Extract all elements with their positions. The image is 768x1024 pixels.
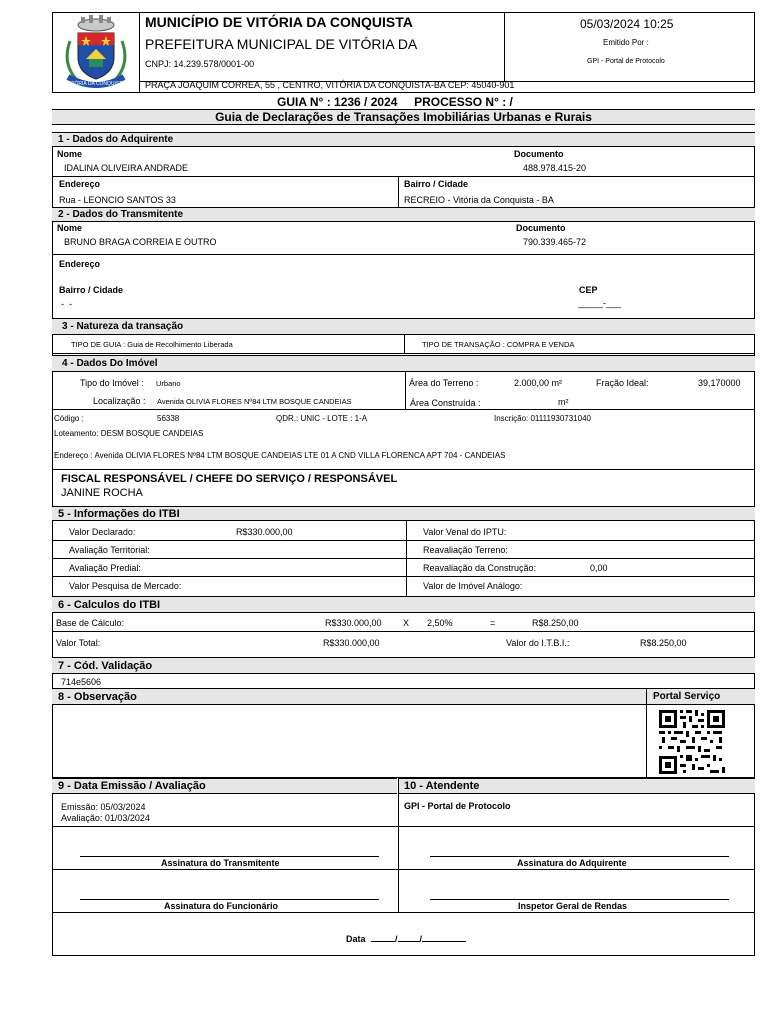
guide-type: TIPO DE GUIA : Guia de Recolhimento Liberada bbox=[71, 340, 233, 349]
property-registration: Inscrição: 01111930731040 bbox=[494, 414, 591, 423]
property-location-label: Localização : bbox=[93, 396, 146, 406]
declared-value: R$330.000,00 bbox=[236, 527, 293, 537]
acquirer-district: RECREIO - Vitória da Conquista - BA bbox=[404, 195, 554, 205]
attendant-title: 10 - Atendente bbox=[404, 780, 480, 792]
transmitter-name-label: Nome bbox=[57, 223, 83, 233]
emitted-by-label: Emitido Por : bbox=[603, 38, 649, 47]
construction-reval-label: Reavaliação da Construção: bbox=[423, 563, 537, 573]
divider bbox=[52, 540, 755, 541]
calc-result: R$8.250,00 bbox=[532, 618, 579, 628]
acquirer-signature-label: Assinatura do Adquirente bbox=[517, 858, 627, 868]
land-reval-label: Reavaliação Terreno: bbox=[423, 545, 508, 555]
property-location: Avenida OLIVIA FLORES Nº84 LTM BOSQUE CANDEIAS bbox=[157, 397, 352, 406]
municipality-coat-of-arms-logo bbox=[56, 13, 136, 91]
divider bbox=[52, 353, 755, 354]
acquirer-doc-label: Documento bbox=[514, 149, 564, 159]
signature-line bbox=[80, 856, 379, 857]
logo-ribbon-text: VITÓRIA DA CONQUISTA bbox=[66, 81, 126, 87]
building-eval-label: Avaliação Predial: bbox=[69, 563, 141, 573]
total-value: R$330.000,00 bbox=[323, 638, 380, 648]
calc-base-label: Base de Cálculo: bbox=[56, 618, 125, 628]
divider bbox=[52, 469, 755, 470]
calc-equals: = bbox=[490, 618, 496, 628]
ideal-fraction: 39,170000 bbox=[698, 378, 741, 388]
property-code-label: Código : bbox=[54, 414, 84, 423]
divider bbox=[52, 254, 755, 255]
analog-value-label: Valor de Imóvel Análogo: bbox=[423, 581, 523, 591]
transmitter-name: BRUNO BRAGA CORREIA E OUTRO bbox=[64, 237, 217, 247]
date-month-blank bbox=[398, 941, 420, 942]
transmitter-doc: 790.339.465-72 bbox=[523, 237, 587, 247]
date-field: Data / / bbox=[346, 934, 466, 944]
divider bbox=[52, 576, 755, 577]
date-day-blank bbox=[371, 941, 395, 942]
acquirer-name: IDALINA OLIVEIRA ANDRADE bbox=[64, 163, 189, 173]
divider bbox=[52, 558, 755, 559]
municipality-name: MUNICÍPIO DE VITÓRIA DA CONQUISTA bbox=[145, 14, 413, 30]
section-transaction-header: 3 - Natureza da transação bbox=[52, 318, 755, 335]
built-area-label: Área Construída : bbox=[410, 398, 481, 408]
built-area: m² bbox=[558, 397, 569, 407]
property-type-label: Tipo do Imóvel : bbox=[80, 378, 144, 388]
acquirer-name-label: Nome bbox=[57, 149, 83, 159]
iptu-value-label: Valor Venal do IPTU: bbox=[423, 527, 507, 537]
property-qdr: QDR.: UNIC - LOTE : 1-A bbox=[276, 414, 368, 423]
property-subdivision: Loteamento: DESM BOSQUE CANDEIAS bbox=[54, 429, 204, 438]
employee-signature-label: Assinatura do Funcionário bbox=[164, 901, 279, 911]
transmitter-signature-label: Assinatura do Transmitente bbox=[161, 858, 280, 868]
signature-line bbox=[430, 899, 729, 900]
date-label: Data bbox=[346, 934, 366, 944]
form-outer-border bbox=[52, 132, 755, 956]
itbi-value: R$8.250,00 bbox=[640, 638, 687, 648]
portal-service-label: Portal Serviço bbox=[653, 691, 721, 702]
emission-datetime: 05/03/2024 10:25 bbox=[580, 17, 674, 31]
property-full-address: Endereço : Avenida OLIVIA FLORES Nº84 LTM BOSQUE CANDEIAS LTE 01 A CND VILLA FLORENCA APT 704 - CANDEIAS bbox=[54, 451, 506, 460]
validation-code: 714e5606 bbox=[61, 677, 102, 687]
section-itbi-info-header: 5 - Informações do ITBI bbox=[52, 506, 755, 521]
section-validation-header: 7 - Cód. Validação bbox=[52, 657, 755, 674]
section-emission-header bbox=[52, 778, 397, 794]
divider bbox=[52, 912, 755, 913]
prefecture-address: PRAÇA JOAQUIM CORREA, 55 , CENTRO, VITÓRIA DA CONQUISTA-BA CEP: 45040-901 bbox=[145, 80, 515, 90]
transmitter-cep-label: CEP bbox=[579, 285, 598, 295]
section-attendant-header bbox=[398, 778, 755, 794]
calc-rate: 2,50% bbox=[427, 618, 453, 628]
acquirer-address: Rua - LEONCIO SANTOS 33 bbox=[59, 195, 176, 205]
market-value-label: Valor Pesquisa de Mercado: bbox=[69, 581, 182, 591]
calc-base: R$330.000,00 bbox=[325, 618, 382, 628]
fiscal-name: JANINE ROCHA bbox=[61, 487, 143, 499]
guide-title: Guia de Declarações de Transações Imobiliárias Urbanas e Rurais bbox=[215, 110, 592, 124]
land-area: 2.000,00 m² bbox=[514, 378, 563, 388]
divider bbox=[52, 631, 755, 632]
fiscal-title: FISCAL RESPONSÁVEL / CHEFE DO SERVIÇO / RESPONSÁVEL bbox=[61, 473, 398, 485]
construction-reval: 0,00 bbox=[590, 563, 608, 573]
section-itbi-calc-header: 6 - Calculos do ITBI bbox=[52, 596, 755, 613]
emitted-by-value: GPI - Portal de Protocolo bbox=[587, 58, 665, 65]
divider bbox=[52, 409, 755, 410]
section-acquirer-header: 1 - Dados do Adquirente bbox=[52, 132, 755, 147]
section-observation-header bbox=[52, 688, 755, 705]
header-date-divider bbox=[504, 12, 505, 81]
guide-number-line: GUIA N° : 1236 / 2024 PROCESSO N° : / bbox=[277, 95, 513, 109]
property-code: 56338 bbox=[157, 414, 180, 423]
portal-service-qr-code[interactable] bbox=[659, 710, 725, 774]
divider bbox=[52, 176, 755, 177]
transaction-type: TIPO DE TRANSAÇÃO : COMPRA E VENDA bbox=[422, 340, 575, 349]
inspector-signature-label: Inspetor Geral de Rendas bbox=[518, 901, 628, 911]
acquirer-district-label: Bairro / Cidade bbox=[404, 179, 469, 189]
evaluation-date: Avaliação: 01/03/2024 bbox=[61, 813, 150, 823]
acquirer-doc: 488.978.415-20 bbox=[523, 163, 587, 173]
divider bbox=[646, 688, 647, 777]
transmitter-address-label: Endereço bbox=[59, 259, 101, 269]
observation-title: 8 - Observação bbox=[58, 691, 137, 703]
divider bbox=[52, 826, 755, 827]
cnpj-text: CNPJ: 14.239.578/0001-00 bbox=[145, 59, 255, 69]
divider bbox=[52, 869, 755, 870]
signature-line bbox=[430, 856, 729, 857]
attendant-name: GPI - Portal de Protocolo bbox=[404, 801, 511, 811]
section-transmitter-header: 2 - Dados do Transmitente bbox=[52, 207, 755, 222]
divider bbox=[398, 778, 399, 912]
signature-line bbox=[80, 899, 379, 900]
itbi-value-label: Valor do I.T.B.I.: bbox=[506, 638, 570, 648]
date-year-blank bbox=[422, 941, 466, 942]
calc-times: X bbox=[403, 618, 410, 628]
prefecture-name: PREFEITURA MUNICIPAL DE VITÓRIA DA bbox=[145, 36, 418, 52]
declared-value-label: Valor Declarado: bbox=[69, 527, 136, 537]
divider bbox=[398, 176, 399, 207]
land-area-label: Área do Terreno : bbox=[409, 378, 479, 388]
section-property-header: 4 - Dados Do Imóvel bbox=[52, 355, 755, 372]
total-value-label: Valor Total: bbox=[56, 638, 101, 648]
transmitter-cep: _____-___ bbox=[578, 298, 622, 308]
transmitter-district: - - bbox=[61, 299, 72, 309]
emission-date: Emissão: 05/03/2024 bbox=[61, 802, 146, 812]
transmitter-doc-label: Documento bbox=[516, 223, 566, 233]
transmitter-district-label: Bairro / Cidade bbox=[59, 285, 124, 295]
divider bbox=[405, 372, 406, 409]
acquirer-address-label: Endereço bbox=[59, 179, 101, 189]
ideal-fraction-label: Fração Ideal: bbox=[596, 378, 649, 388]
property-type: Urbano bbox=[156, 379, 181, 388]
territorial-eval-label: Avaliação Territorial: bbox=[69, 545, 150, 555]
divider bbox=[404, 335, 405, 353]
guide-title-bar bbox=[52, 109, 755, 125]
emission-title: 9 - Data Emissão / Avaliação bbox=[58, 780, 206, 792]
